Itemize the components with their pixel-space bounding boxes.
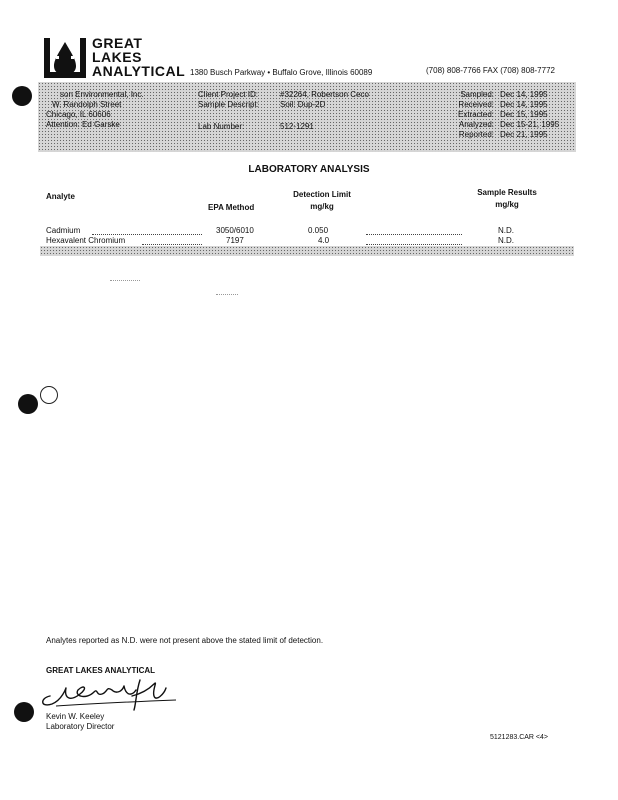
signature-company: GREAT LAKES ANALYTICAL [46,666,156,675]
logo-line-2: LAKES [92,49,142,65]
date-label-reported: Reported: [458,130,494,139]
logo-wordmark [92,36,185,78]
leader-dots [92,234,202,235]
col-header-results-unit: mg/kg [495,200,519,209]
date-value-extracted: Dec 15, 1995 [500,110,548,119]
date-value-received: Dec 14, 1995 [500,100,548,109]
report-title: LABORATORY ANALYSIS [248,164,370,175]
client-city: Chicago, IL 60606 [46,110,111,119]
client-company: son Environmental, Inc. [60,90,144,99]
date-value-sampled: Dec 14, 1995 [500,90,548,99]
col-header-epa-method: EPA Method [208,203,255,212]
scan-speck [216,294,238,295]
sample-descript-label: Sample Descript: [198,100,259,109]
letterhead-phone-fax: (708) 808-7766 FAX (708) 808-7772 [426,66,555,75]
col-header-detection-unit: mg/kg [310,202,334,211]
leader-dots [366,234,462,235]
logo-line-3: ANALYTICAL [92,63,186,79]
date-label-analyzed: Analyzed: [458,120,494,129]
date-label-extracted: Extracted: [457,110,494,119]
date-label-sampled: Sampled: [460,90,494,99]
table-bottom-band [40,246,574,256]
file-reference: 5121283.CAR <4> [490,734,548,741]
col-header-sample-results: Sample Results [477,188,537,197]
scan-speck [110,280,140,281]
client-attention: Attention: Ed Garske [46,120,120,129]
punch-hole-bottom [14,702,34,722]
date-label-received: Received: [458,100,494,109]
dates-block [446,90,559,140]
client-project-label: Client Project ID: [198,90,259,99]
row-analyte: Cadmium [46,226,81,235]
leader-dots [366,244,462,245]
signature-icon [36,674,186,714]
row-limit: 4.0 [318,236,330,245]
row-result: N.D. [498,236,514,245]
row-limit: 0.050 [308,226,329,235]
date-value-reported: Dec 21, 1995 [500,130,548,139]
punch-hole-top [12,86,32,106]
leader-dots [142,244,202,245]
sample-descript-value: Soil: Dup-2D [280,100,326,109]
punch-hole-middle [18,394,38,414]
logo-line-1: GREAT [92,35,143,51]
lab-number-value: 512-1291 [280,122,314,131]
footnote: Analytes reported as N.D. were not present above the stated limit of detection. [46,636,324,645]
signatory-name: Kevin W. Keeley [46,712,105,721]
punch-hole-open [40,386,58,404]
client-street: W. Randolph Street [52,100,122,109]
lab-number-label: Lab Number: [198,122,245,131]
row-analyte: Hexavalent Chromium [46,236,126,245]
logo-mark-icon [42,36,88,80]
row-method: 3050/6010 [216,226,254,235]
client-project-value: #32264, Robertson Ceco [280,90,369,99]
client-address-block [46,90,144,130]
col-header-analyte: Analyte [46,192,75,201]
row-method: 7197 [226,236,244,245]
signatory-title: Laboratory Director [46,722,115,731]
col-header-detection-limit: Detection Limit [293,190,351,199]
project-block [198,90,369,132]
row-result: N.D. [498,226,514,235]
date-value-analyzed: Dec 15-21, 1995 [500,120,560,129]
company-logo [42,36,88,85]
letterhead-address: 1380 Busch Parkway • Buffalo Grove, Illinois 60089 [190,68,373,77]
